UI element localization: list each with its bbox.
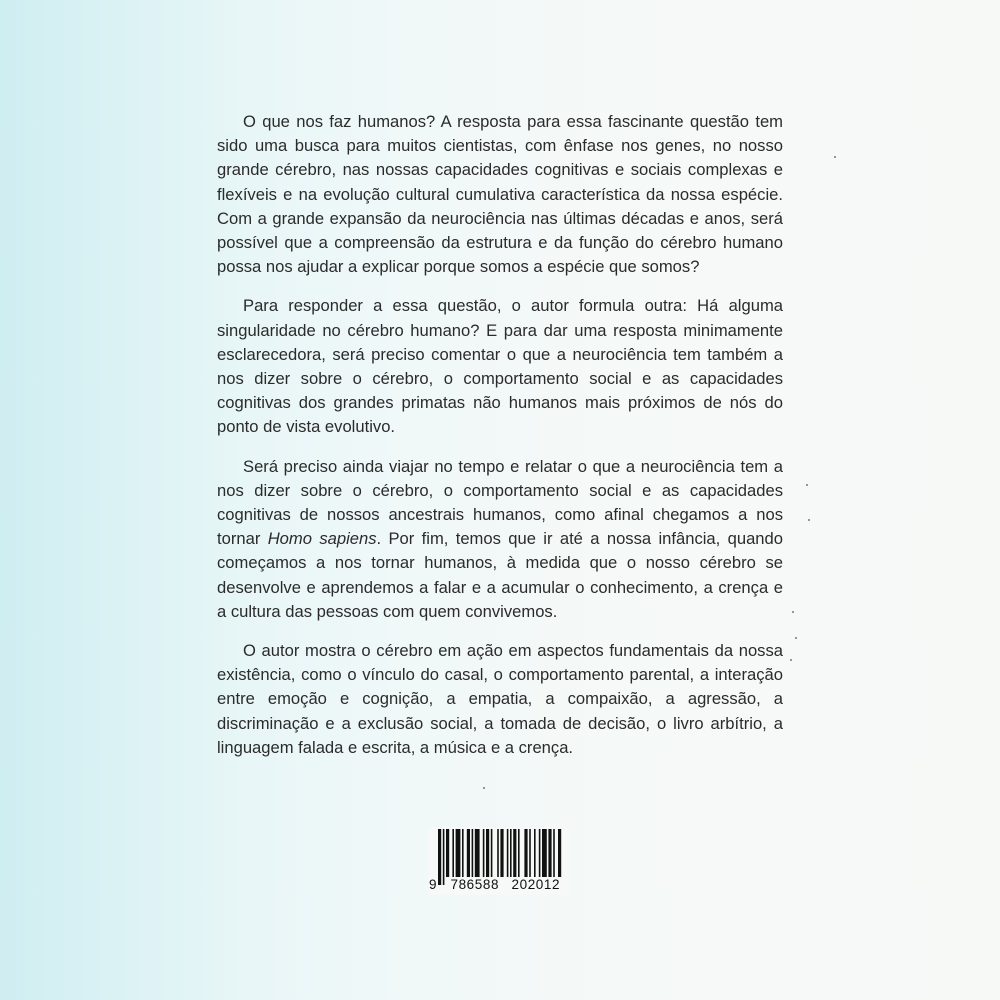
- barcode-digits-left: 786588: [450, 877, 500, 892]
- species-name-italic: Homo sapiens: [267, 529, 377, 549]
- barcode-bar: [534, 829, 536, 877]
- barcode-bar: [483, 829, 485, 877]
- synopsis-paragraph-1: O que nos faz humanos? A resposta para essa fascinante questão tem sido uma busca para muitos cientistas, com ênfase nos genes, no nosso grande cérebro, nas nossas capacidades cognitivas e sociais complexas e flexíveis e na evolução cultural cumulativa característica da nossa espécie. Com a grande expansão da neurociência nas últimas décadas e anos, será possível que a compreensão da estrutura e da função do cérebro humano possa nos ajudar a explicar porque somos a espécie que somos?: [217, 112, 783, 277]
- barcode-bar: [462, 829, 464, 877]
- barcode-bar: [524, 829, 527, 877]
- speck-mark: [795, 637, 797, 639]
- synopsis-paragraph-3: [217, 455, 783, 624]
- barcode-bar: [542, 829, 547, 877]
- barcode-bar: [510, 829, 512, 877]
- barcode-bar: [452, 829, 454, 877]
- speck-mark: [808, 519, 810, 521]
- barcode-bar: [539, 829, 541, 877]
- barcode-bar: [446, 829, 449, 877]
- synopsis-text: [217, 110, 783, 775]
- barcode-bar: [472, 829, 474, 877]
- barcode-bar: [548, 829, 551, 877]
- speck-mark: [806, 484, 808, 486]
- paragraph-3-text-b: . Por fim, temos que ir até a nossa infância, quando começamos a nos tornar humanos, à medida que o nosso cérebro se desenvolve e aprendemos a falar e a acumular o conhecimento, a crença e a cultura das pessoas com quem convivemos.: [217, 529, 783, 621]
- speck-mark: [790, 659, 792, 661]
- isbn-barcode-digits: [428, 877, 570, 893]
- barcode-bar: [507, 829, 509, 877]
- barcode-bar: [491, 829, 493, 877]
- synopsis-paragraph-4: O autor mostra o cérebro em ação em aspectos fundamentais da nossa existência, como o vínculo do casal, o comportamento parental, a interação entre emoção e cognição, a empatia, a compaixão, a agressão, a discriminação e a exclusão social, a tomada de decisão, o livro arbítrio, a linguagem falada e escrita, a música e a crença.: [217, 641, 783, 757]
- barcode-bar: [529, 829, 531, 877]
- synopsis-paragraph-2: Para responder a essa questão, o autor formula outra: Há alguma singularidade no cérebro humano? E para dar uma resposta minimamente esclarecedora, será preciso comentar o que a neurociência tem também a nos dizer sobre o cérebro, o comportamento social e as capacidades cognitivas dos grandes primatas não humanos mais próximos de nós do ponto de vista evolutivo.: [217, 296, 783, 437]
- barcode-bar: [558, 829, 561, 877]
- paragraph-3-text-a: Será preciso ainda viajar no tempo e relatar o que a neurociência tem a nos dizer sobre o cérebro, o comportamento social e as capacidades cognitivas de nossos ancestrais humanos, como afinal chegamos a nos tornar: [217, 456, 783, 549]
- barcode-bar: [456, 829, 461, 877]
- barcode-bar: [475, 829, 480, 877]
- barcode-bar: [497, 829, 499, 877]
- barcode-digit-lead: 9: [429, 877, 438, 892]
- speck-mark: [792, 611, 794, 613]
- barcode-bar: [486, 829, 489, 877]
- barcode-bar: [467, 829, 470, 877]
- speck-mark: [483, 787, 485, 789]
- barcode-digits-right: 202012: [511, 877, 561, 892]
- barcode-bar: [553, 829, 555, 877]
- speck-mark: [834, 156, 836, 158]
- barcode-bar: [500, 829, 503, 877]
